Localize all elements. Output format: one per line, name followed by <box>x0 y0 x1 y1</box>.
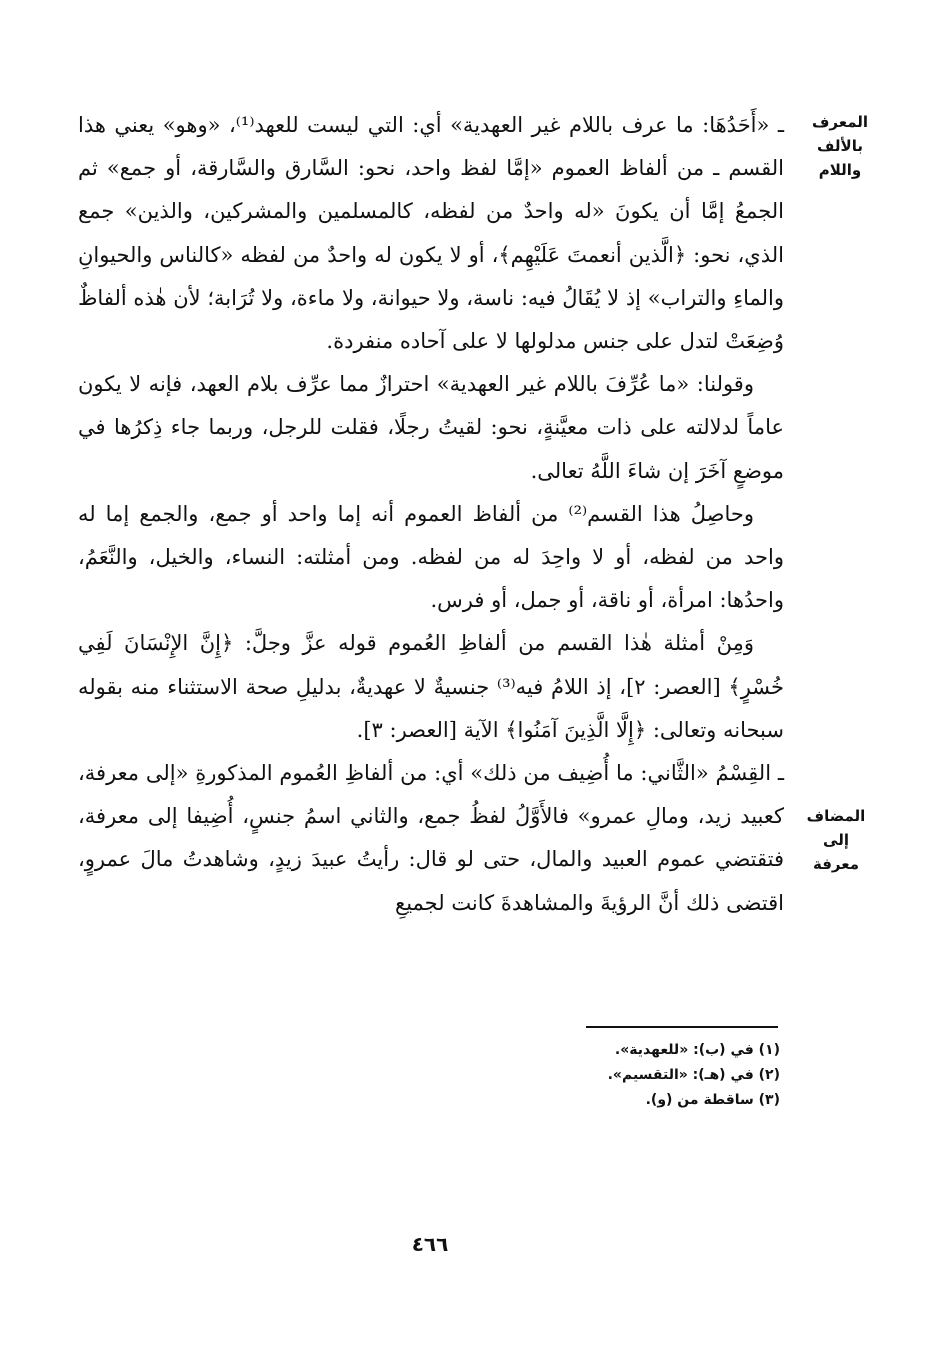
paragraph: وَمِنْ أمثلة هٰذا القسم من ألفاظِ العُموم قوله عزَّ وجلَّ: ﴿إِنَّ الإِنْسَانَ لَفِي خُسْرٍ﴾ [العصر: ٢]، إذ اللامُ فيه⁽³⁾ جنسيةٌ لا عهديةٌ، بدليلِ صحة الاستثناء منه بقوله سبحانه وتعالى: ﴿إِلَّا الَّذِينَ آمَنُوا﴾ الآية [العصر: ٣]. <box>78 631 784 742</box>
margin-note-line: معرفة <box>812 855 859 873</box>
margin-note-line: المعرف بالألف <box>811 113 869 155</box>
footnotes <box>480 1038 780 1113</box>
margin-note-line: المضاف إلى <box>806 807 866 849</box>
main-text-body <box>78 104 784 925</box>
footnote-separator <box>586 1026 778 1028</box>
paragraph: ـ القِسْمُ «الثَّاني: ما أُضِيف من ذلك» أي: من ألفاظِ العُموم المذكورةِ «إلى معرفة، كعبيد زيد، ومالِ عمرو» فالأَوَّلُ لفظُ جمع، والثاني اسمُ جنسٍ، أُضِيفا إلى معرفة، فتقتضي عموم العبيد والمال، حتى لو قال: رأيتُ عبيدَ زيدٍ، وشاهدتُ مالَ عمروٍ، اقتضى ذلك أنَّ الرؤيةَ والمشاهدةَ كانت لجميعِ <box>78 761 784 915</box>
paragraph: ـ «أَحَدُهَا: ما عرف باللام غير العهدية» أي: التي ليست للعهد⁽¹⁾، «وهو» يعني هذا القسم ـ من ألفاظ العموم «إمَّا لفظ واحد، نحو: السَّارق والسَّارقة، أو جمع» ثم الجمعُ إمَّا أن يكونَ «له واحدٌ من لفظه، كالمسلمين والمشركين، والذين» جمع الذي، نحو: ﴿الَّذين أنعمتَ عَلَيْهِم﴾، أو لا يكون له واحدٌ من لفظه «كالناس والحيوانِ والماءِ والتراب» إذ لا يُقَالُ فيه: ناسة، ولا حيوانة، ولا ماءة، ولا تُرَابة؛ لأن هٰذه ألفاظٌ وُضِعَتْ لتدل على جنس مدلولها لا على آحاده منفردة. <box>78 113 784 354</box>
margin-note-annexed-to-definite <box>796 804 876 876</box>
margin-note-definite-article <box>800 110 880 182</box>
footnote: (١) في (ب): «للعهدية». <box>614 1042 780 1058</box>
paragraph: وقولنا: «ما عُرِّفَ باللام غير العهدية» احترازٌ مما عرِّف بلام العهد، فإنه لا يكون عاماً لدلالته على ذات معيَّنةٍ، نحو: لقيتُ رجلًا، فقلت للرجل، وربما جاء ذِكرُها في موضعٍ آخَرَ إن شاءَ اللَّهُ تعالى. <box>78 372 784 483</box>
footnote: (٣) ساقطة من (و). <box>645 1092 780 1108</box>
paragraph: وحاصِلُ هذا القسم⁽²⁾ من ألفاظ العموم أنه إما واحد أو جمع، والجمع إما له واحد من لفظه، أو لا واحِدَ له من لفظه. ومن أمثلته: النساء، والخيل، والنَّعَمُ، واحدُها: امرأة، أو ناقة، أو جمل، أو فرس. <box>78 501 784 613</box>
margin-note-line: واللام <box>818 161 862 179</box>
page-number: ٤٦٦ <box>411 1232 449 1256</box>
footnote: (٢) في (هـ): «التقسيم». <box>607 1067 780 1083</box>
